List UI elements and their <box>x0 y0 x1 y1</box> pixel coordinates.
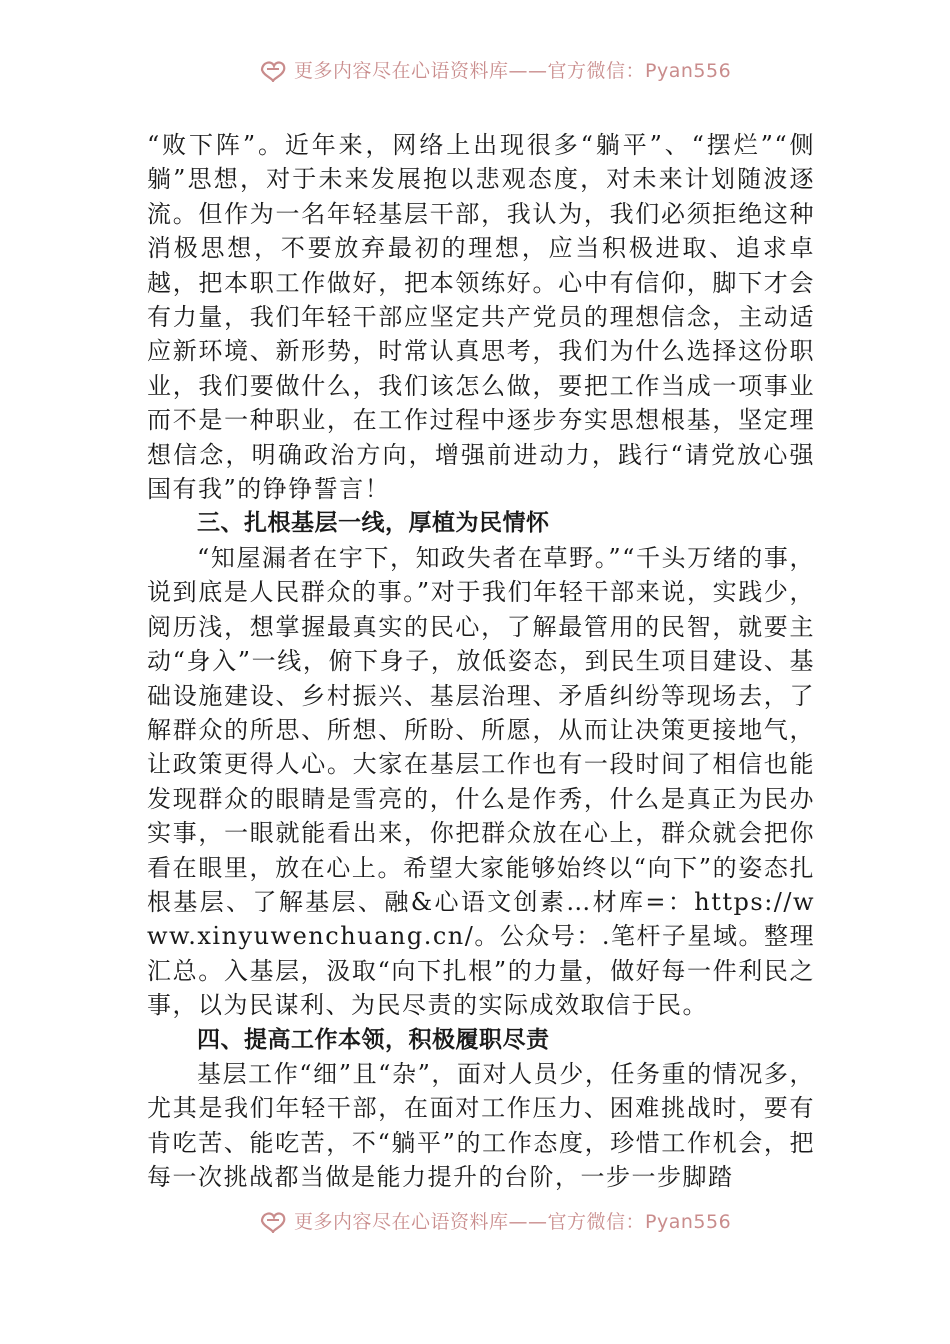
footer-watermark <box>258 1205 731 1235</box>
paragraph-1: “败下阵”。近年来，网络上出现很多“躺平”、“摆烂”“侧躺”思想，对于未来发展抱以悲观态度，对未来计划随波逐流。但作为一名年轻基层干部，我认为，我们必须拒绝这种消极思想，不要放弃最初的理想，应当积极进取、追求卓越，把本职工作做好，把本领练好。心中有信仰，脚下才会有力量，我们年轻干部应坚定共产党员的理想信念，主动适应新环境、新形势，时常认真思考，我们为什么选择这份职业，我们要做什么，我们该怎么做，要把工作当成一项事业而不是一种职业，在工作过程中逐步夯实思想根基，坚定理想信念，明确政治方向，增强前进动力，践行“请党放心强国有我”的铮铮誓言！ <box>147 131 815 504</box>
paragraph-2: “知屋漏者在宇下，知政失者在草野。”“千头万绪的事，说到底是人民群众的事。”对于我们年轻干部来说，实践少，阅历浅，想掌握最真实的民心，了解最管用的民智，就要主动“身入”一线，俯下身子，放低姿态，到民生项目建设、基础设施建设、乡村振兴、基层治理、矛盾纠纷等现场去，了解群众的所思、所想、所盼、所愿，从而让决策更接地气，让政策更得人心。大家在基层工作也有一段时间了相信也能发现群众的眼睛是雪亮的，什么是作秀，什么是真正为民办实事，一眼就能看出来，你把群众放在心上，群众就会把你看在眼里，放在心上。希望大家能够始终以“向下”的姿态扎根基层、了解基层、融&心语文创素…材库=：https://www.xinyuwenchuang.cn/。公众号：.笔杆子星域。整理汇总。入基层，汲取“向下扎根”的力量，做好每一件利民之事，以为民谋利、为民尽责的实际成效取信于民。 <box>147 543 815 1020</box>
header-watermark <box>258 54 731 84</box>
logo-icon <box>258 56 288 82</box>
document-body <box>147 128 815 1195</box>
paragraph-3: 基层工作“细”且“杂”，面对人员少，任务重的情况多，尤其是我们年轻干部，在面对工作压力、困难挑战时，要有肯吃苦、能吃苦，不“躺平”的工作态度，珍惜工作机会，把每一次挑战都当做是能力提升的台阶，一步一步脚踏 <box>147 1059 815 1192</box>
logo-icon <box>258 1207 288 1233</box>
watermark-text: 更多内容尽在心语资料库——官方微信：Pyan556 <box>294 1210 732 1233</box>
section-heading-3: 三、扎根基层一线，厚植为民情怀 <box>197 510 550 537</box>
watermark-text: 更多内容尽在心语资料库——官方微信：Pyan556 <box>294 59 732 82</box>
section-heading-4: 四、提高工作本领，积极履职尽责 <box>197 1026 550 1053</box>
